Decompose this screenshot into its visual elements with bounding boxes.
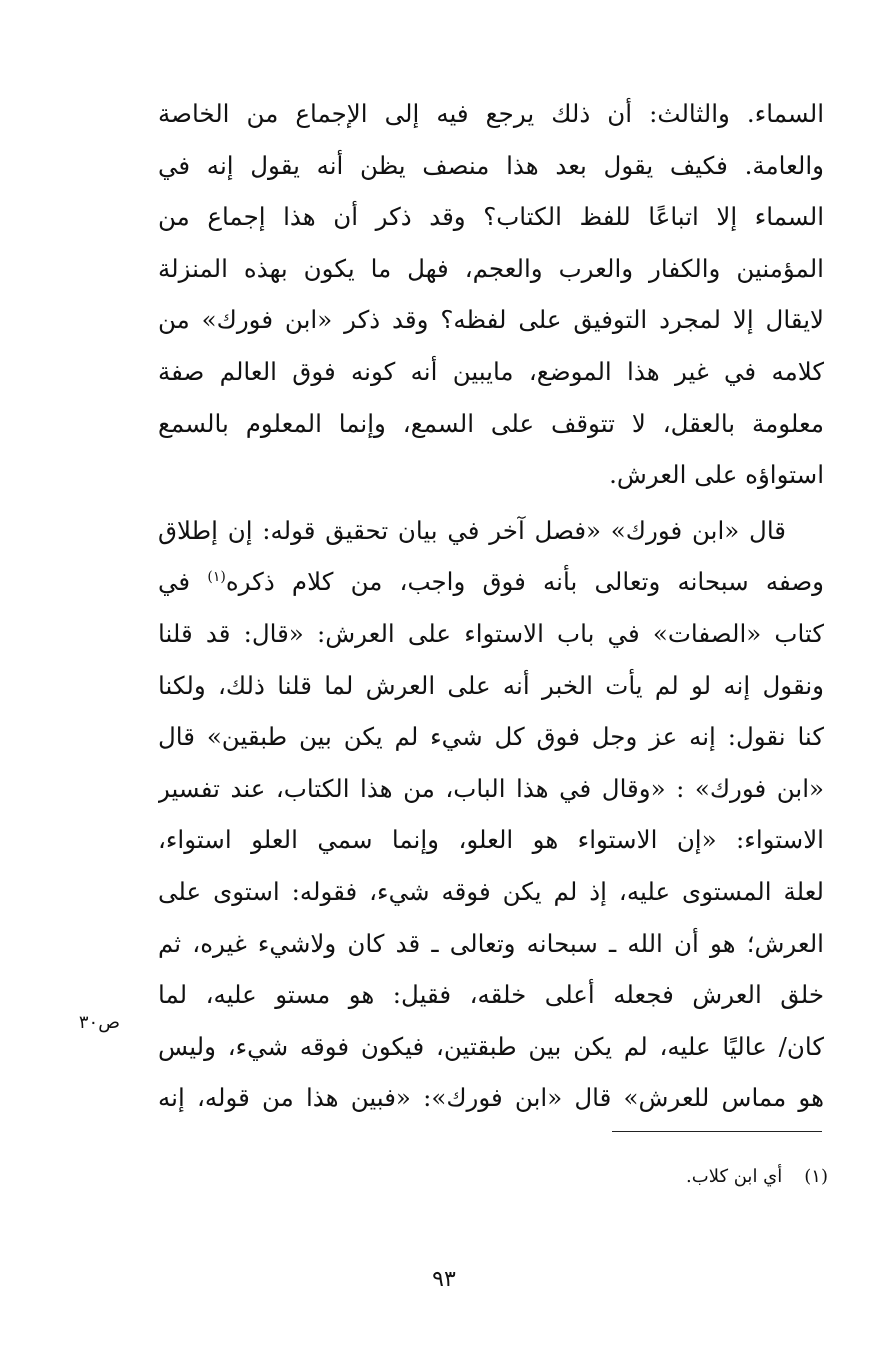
footnote-number: (١) (804, 1166, 828, 1187)
text-line: الاستواء: «إن الاستواء هو العلو، وإنما سمي العلو استواء، (158, 825, 824, 855)
text-line: معلومة بالعقل، لا تتوقف على السمع، وإنما المعلوم بالسمع (158, 408, 824, 438)
footnote-reference: (١) (207, 569, 226, 586)
footnote-text: أي ابن كلاب. (686, 1166, 783, 1187)
text-line: قال «ابن فورك» «فصل آخر في بيان تحقيق قوله: إن إطلاق (158, 515, 786, 545)
text-line: هو مماس للعرش» قال «ابن فورك»: «فبين هذا من قوله، إنه (158, 1083, 824, 1113)
footnote (686, 1165, 828, 1189)
paragraph-1 (158, 88, 824, 501)
text-line: والعامة. فكيف يقول بعد هذا منصف يظن أنه يقول إنه في (158, 150, 824, 180)
text-line: لايقال إلا لمجرد التوفيق على لفظه؟ وقد ذكر «ابن فورك» من (158, 305, 824, 335)
main-text (158, 88, 824, 1124)
text-line: السماء إلا اتباعًا للفظ الكتاب؟ وقد ذكر أن هذا إجماع من (158, 202, 824, 232)
text-line: «ابن فورك» : «وقال في هذا الباب، من هذا الكتاب، عند تفسير (158, 773, 824, 803)
text-line: ونقول إنه لو لم يأت الخبر أنه على العرش لما قلنا ذلك، ولكنا (158, 670, 824, 700)
text-line-with-footnote (158, 556, 824, 608)
paragraph-2 (158, 505, 824, 1124)
footnote-divider (612, 1131, 822, 1132)
text-line: كتاب «الصفات» في باب الاستواء على العرش: «قال: قد قلنا (158, 618, 824, 648)
text-line: استواؤه على العرش. (609, 460, 824, 490)
text-line: كلامه في غير هذا الموضع، مايبين أنه كونه فوق العالم صفة (158, 356, 824, 386)
text-line: خلق العرش فجعله أعلى خلقه، فقيل: هو مستو عليه، لما (158, 980, 824, 1010)
margin-page-reference: ص٣٠ (78, 1012, 120, 1033)
text-line: كان/ عاليًا عليه، لم يكن بين طبقتين، فيكون فوقه شيء، وليس (158, 1031, 824, 1061)
text-line: العرش؛ هو أن الله ـ سبحانه وتعالى ـ قد كان ولاشيء غيره، ثم (158, 928, 824, 958)
text-line: كنا نقول: إنه عز وجل فوق كل شيء لم يكن بين طبقين» قال (158, 722, 824, 752)
text-segment: وصفه سبحانه وتعالى بأنه فوق واجب، من كلام ذكره (225, 567, 824, 597)
text-line: المؤمنين والكفار والعرب والعجم، فهل ما يكون بهذه المنزلة (158, 253, 824, 283)
text-line: السماء. والثالث: أن ذلك يرجع فيه إلى الإجماع من الخاصة (158, 99, 824, 128)
page-number: ٩٣ (432, 1267, 456, 1292)
text-segment: في (158, 567, 191, 597)
text-line: لعلة المستوى عليه، إذ لم يكن فوقه شيء، فقوله: استوى على (158, 876, 824, 906)
